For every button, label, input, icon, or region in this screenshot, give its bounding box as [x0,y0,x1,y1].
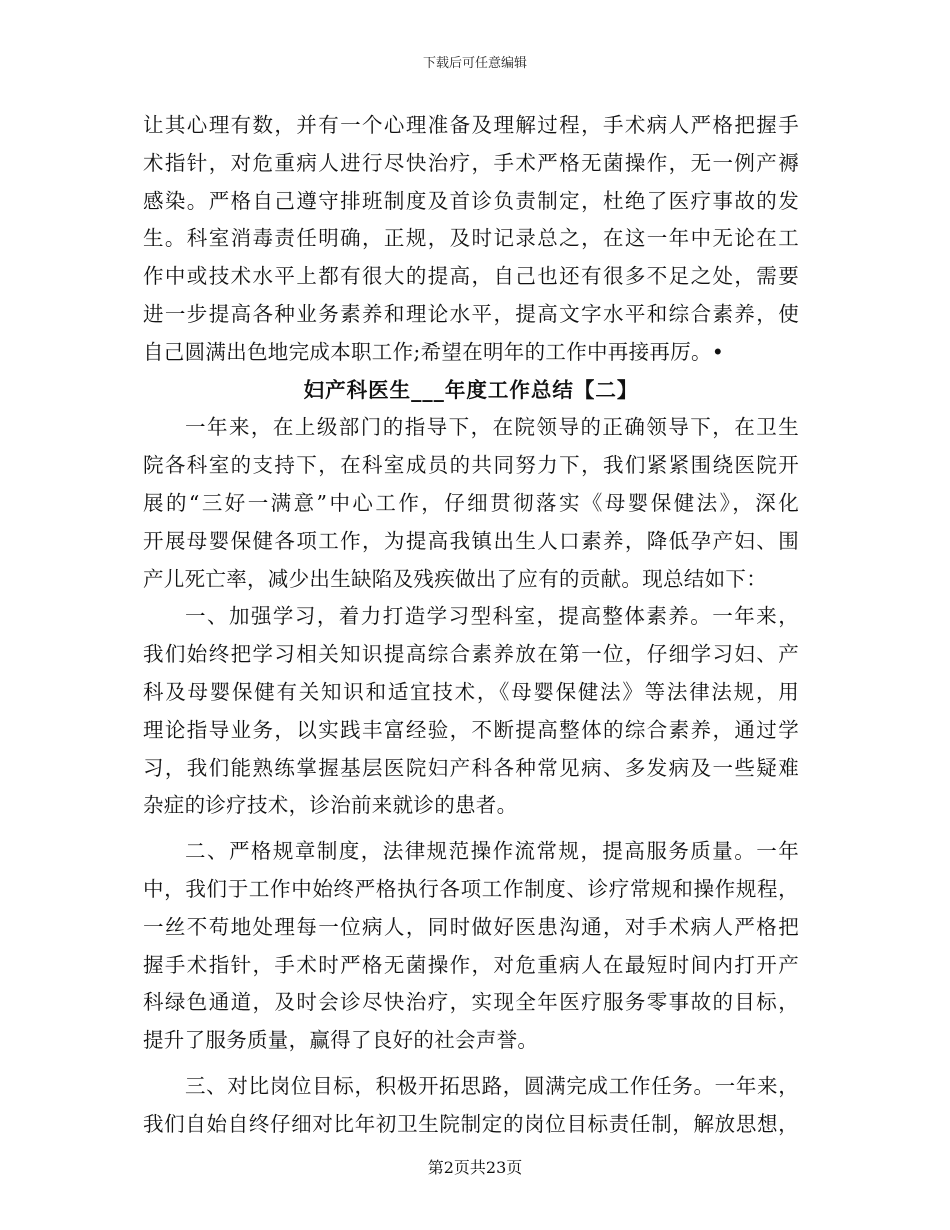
text-line: 我们自始自终仔细对比年初卫生院制定的岗位目标责任制，解放思想， [143,1111,799,1136]
section-title: 妇产科医生___年度工作总结【二】 [303,377,639,402]
text-line: 理论指导业务，以实践丰富经验，不断提高整体的综合素养，通过学 [143,717,799,742]
paragraph-1 [143,107,799,372]
text-line: 自己圆满出色地完成本职工作;希望在明年的工作中再接再厉。• [143,339,725,364]
text-line: 生。科室消毒责任明确，正规，及时记录总之，在这一年中无论在工 [143,226,799,251]
text-line: 开展母婴保健各项工作，为提高我镇出生人口素养，降低孕产妇、围 [143,528,799,553]
text-line: 一年来，在上级部门的指导下，在院领导的正确领导下，在卫生 [185,415,799,440]
text-line: 三、对比岗位目标，积极开拓思路，圆满完成工作任务。一年来， [185,1073,799,1098]
text-line: 一、加强学习，着力打造学习型科室，提高整体素养。一年来， [185,604,799,629]
text-line: 术指针，对危重病人进行尽快治疗，手术严格无菌操作，无一例产褥 [143,150,799,175]
text-line: 科绿色通道，及时会诊尽快治疗，实现全年医疗服务零事故的目标， [143,990,799,1015]
text-line: 进一步提高各种业务素养和理论水平，提高文字水平和综合素养，使 [143,301,799,326]
paragraph-2 [143,409,799,598]
header-note: 下载后可任意编辑 [422,56,527,71]
text-line: 中，我们于工作中始终严格执行各项工作制度、诊疗常规和操作规程， [143,876,799,901]
paragraph-gap [143,825,799,833]
text-line: 我们始终把学习相关知识提高综合素养放在第一位，仔细学习妇、产 [143,642,799,667]
text-line: 二、严格规章制度，法律规范操作流常规，提高服务质量。一年 [185,839,799,864]
text-line: 提升了服务质量，赢得了良好的社会声誉。 [143,1028,539,1053]
paragraph-gap [143,1060,799,1068]
document-body [143,107,799,1144]
text-line: 产儿死亡率，减少出生缺陷及残疾做出了应有的贡献。现总结如下： [143,566,767,591]
text-line: 习，我们能熟练掌握基层医院妇产科各种常见病、多发病及一些疑难 [143,755,799,780]
text-line: 展的“三好一满意”中心工作，仔细贯彻落实《母婴保健法》，深化 [143,490,799,515]
text-line: 一丝不苟地处理每一位病人，同时做好医患沟通，对手术病人严格把 [143,914,799,939]
paragraph-5 [143,1068,799,1144]
text-line: 杂症的诊疗技术，诊治前来就诊的患者。 [143,793,518,818]
text-line: 院各科室的支持下，在科室成员的共同努力下，我们紧紧围绕医院开 [143,453,799,478]
text-line: 感染。严格自己遵守排班制度及首诊负责制定，杜绝了医疗事故的发 [143,188,799,213]
text-line: 作中或技术水平上都有很大的提高，自己也还有很多不足之处，需要 [143,264,799,289]
paragraph-3 [143,598,799,825]
paragraph-4 [143,833,799,1060]
page-footer: 第2页共23页 [427,1158,523,1177]
text-line: 科及母婴保健有关知识和适宜技术，《母婴保健法》等法律法规，用 [143,679,799,704]
text-line: 让其心理有数，并有一个心理准备及理解过程，手术病人严格把握手 [143,113,799,137]
text-line: 握手术指针，手术时严格无菌操作，对危重病人在最短时间内打开产 [143,952,799,977]
